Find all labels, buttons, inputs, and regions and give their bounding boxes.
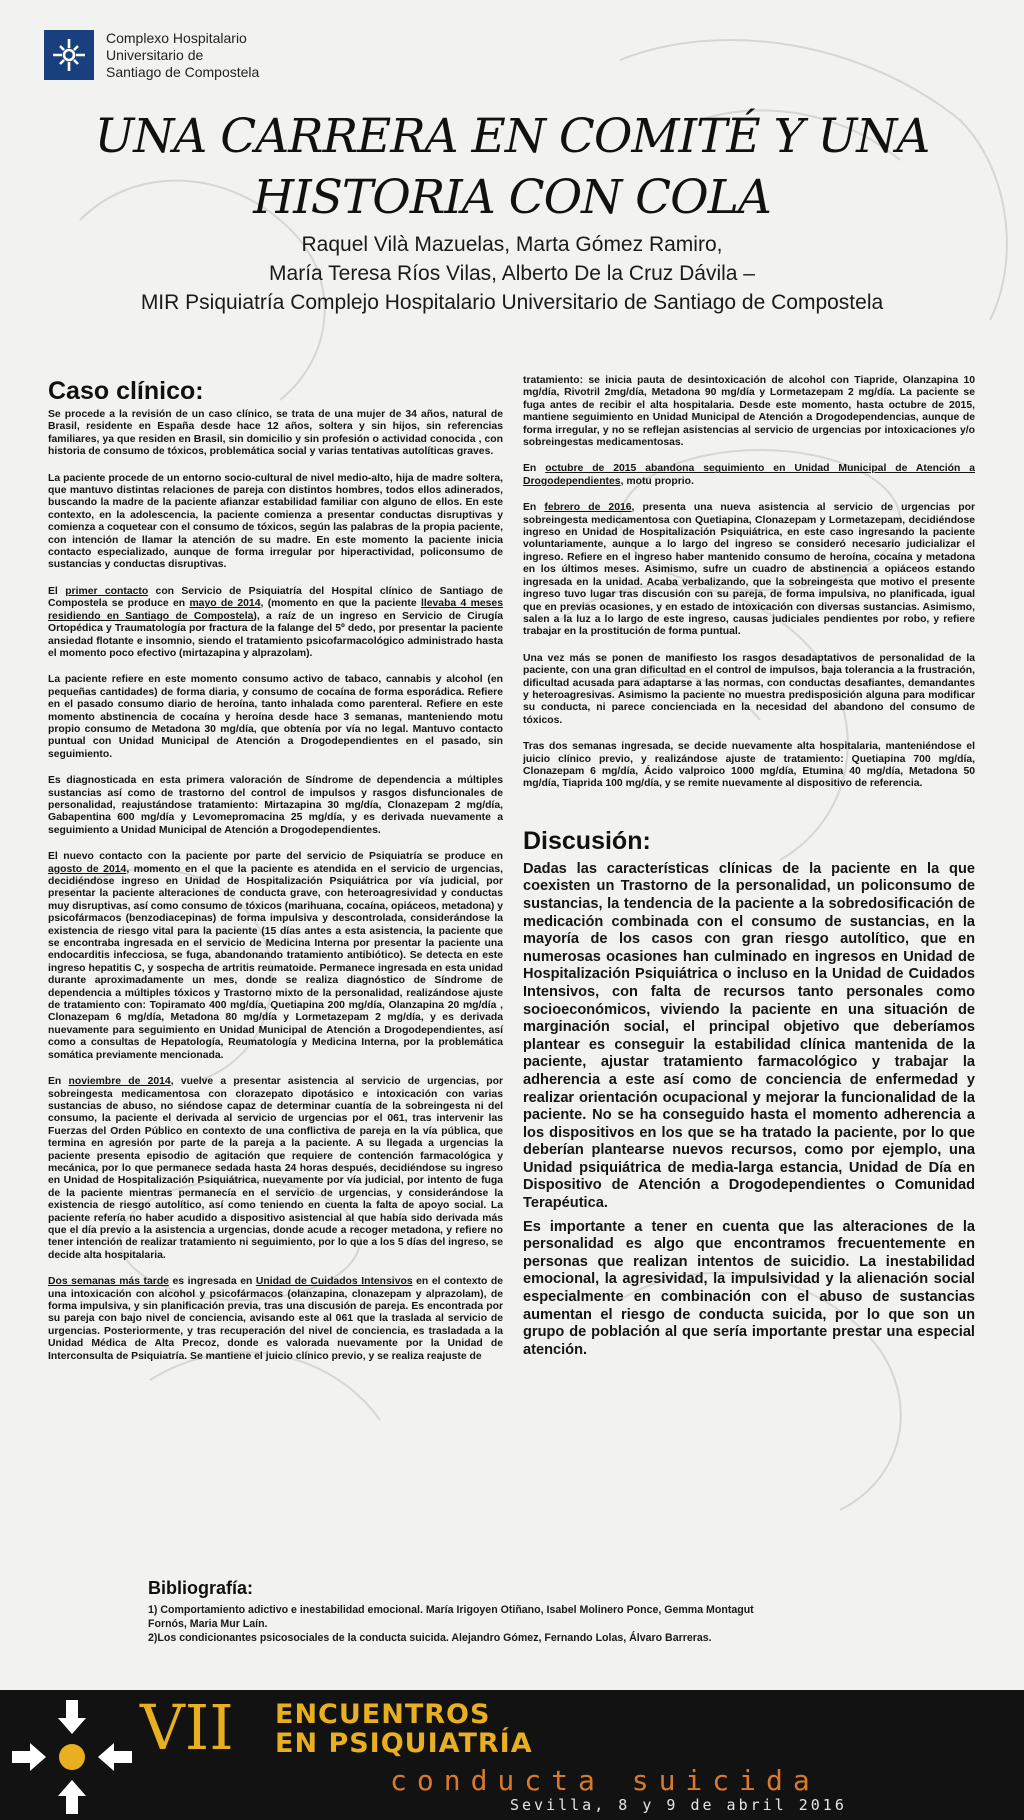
hospital-cross-logo-icon <box>44 30 94 80</box>
case-paragraph: Tras dos semanas ingresada, se decide nuevamente alta hospitalaria, manteniéndose el juicio clínico previo, y realizándose ajuste de tratamiento: Quetiapina 700 mg/día, Clonazepam 6 mg/día, Ácido valproico 1000 mg/día, Etumina 40 mg/día, Metadona 50 mg/día, Tiaprida 100 mg/día, y se remite nuevamente al dispositivo de referencia. <box>523 741 975 790</box>
case-paragraph: Es diagnosticada en esta primera valoración de Síndrome de dependencia a múltiples sustancias así como de trastorno del control de impulsos y rasgos disfuncionales de personalidad, reajustándose tratamiento: Mirtazapina 30 mg/día, Clonazepam 2 mg/día, Gabapentina 600 mg/día y Levomepromacina 25 mg/día, y es derivada nuevamente a seguimiento a Unidad Municipal de Atención a Drogodependientes. <box>48 775 503 836</box>
authors-line: Raquel Vilà Mazuelas, Marta Gómez Ramiro, <box>301 233 723 256</box>
bibliography <box>148 1578 788 1645</box>
arrows-converging-logo-icon <box>6 1690 136 1820</box>
event-name: ENCUENTROS EN PSIQUIATRÍA <box>275 1699 533 1759</box>
left-column <box>48 375 503 1377</box>
institution-header <box>44 30 259 81</box>
case-paragraph: Se procede a la revisión de un caso clínico, se trata de una mujer de 34 años, natural de Brasil, residente en España desde hace 12 años, soltera y sin hijos, sin referencias familiares, ya que residen en Brasil, sin domicilio y sin profesión o actividad conocida , con historia de consumo de tóxicos, problemática social y varias tentativas autolíticas graves. <box>48 409 503 458</box>
bibliography-heading: Bibliografía: <box>148 1578 254 1598</box>
bibliography-reference: 2)Los condicionantes psicosociales de la conducta suicida. Alejandro Gómez, Fernando Lolas, Álvaro Barreras. <box>148 1632 712 1644</box>
bibliography-reference: 1) Comportamiento adictivo e inestabilidad emocional. María Irigoyen Otiñano, Isabel Molinero Ponce, Gemma Montagut Fornós, Maria Mur Laín. <box>148 1604 754 1630</box>
case-paragraph: En noviembre de 2014, vuelve a presentar asistencia al servicio de urgencias, por sobreingesta medicamentosa con clorazepato dipotásico e intoxicación con varias sustancias de abuso, no siéndose capaz de determinar cuantía de la sobreingesta ni del consumo, la paciente el derivada al servicio de urgencias por el 061, tras intervenir las Fuerzas del Orden Público en contexto de una conflictiva de pareja en la vía pública, que termina en agresión por parte de la pareja a la paciente. A su llegada a urgencias la paciente presenta episodio de agitación que requiere de contención farmacológica y mecánica, por lo que permanece sedada hasta 24 horas después, decidiéndose su ingreso en Unidad de Hospitalización Psiquiátrica, nuevamente por vía judicial, por intento de fuga de la paciente mientras permanecía en el servicio de urgencias, y considerándose la existencia de riesgo autolítico, así como teniendo en cuenta la falta de apoyo social. La paciente refería no haber acudido a dispositivo asistencial al que había sido derivada más que el día previo a la asistencia a urgencias, donde acude a recoger metadona, y refiere no tener intención de realizar tratamiento ni seguimiento, por lo que a los 5 días del ingreso, se decide alta hospitalaria. <box>48 1076 504 1261</box>
case-paragraph: El primer contacto con Servicio de Psiquiatría del Hospital clínico de Santiago de Compostela se produce en mayo de 2014, (momento en que la paciente llevaba 4 meses residiendo en Santiago de Compostela), a raíz de un ingreso en Servicio de Cirugía Ortopédica y Traumatología por fractura de la falange del 5º dedo, por presentar la paciente ansiedad flotante e insomnio, siendo el tratamiento psicofarmacológico administrado hasta el momento poco efectivo (mirtazapina y alprazolam). <box>48 585 503 659</box>
discussion-paragraph: Dadas las características clínicas de la paciente en la que coexisten un Trastorno de la personalidad, un policonsumo de sustancias, la tendencia de la paciente a la sobredosificación de medicación combinada con el consumo de sustancias, en la mayoría de los casos con gran riesgo autolítico, que en numerosas ocasiones han culminado en ingresos en Unidad de Hospitalización Psiquiátrica o incluso en la Unidad de Cuidados Intensivos, con falta de recursos tanto personales como socioeconómicos, viviendo la paciente en una situación de marginación social, el principal objetivo que deberíamos plantear es conseguir la estabilidad clínica mantenida de la paciente, ajustar tratamiento farmacológico y trabajar la adherencia a este así como de conciencia de enfermedad y realizar orientación ocupacional y mejorar la funcionalidad de la paciente. No se ha conseguido hasta el momento adherencia a los dispositivos en los que se ha tratado la paciente, por lo que deberían plantearse nuevos recursos, como por ejemplo, una Unidad psiquiátrica de media-larga estancia, Unidad de Día en Dispositivo de Atención a Drogodependientes o Comunidad Terapéutica. <box>523 860 975 1212</box>
case-paragraph: Una vez más se ponen de manifiesto los rasgos desadaptativos de personalidad de la paciente, con una gran dificultad en el control de impulsos, baja tolerancia a la frustración, dificultad acusada para adaptarse a las normas, con conductas desafiantes, demandantes y heteroagresivas. Asimismo la paciente no muestra predisposición alguna para modificar su conducta, ni parece concienciada en la necesidad del abandono del consumo de tóxicos. <box>523 652 975 726</box>
case-paragraph: tratamiento: se inicia pauta de desintoxicación de alcohol con Tiapride, Olanzapina 10 mg/día, Rivotril 2mg/día, Metadona 90 mg/día y Lormetazepam 2 mg/día. La paciente se fuga antes de recibir el alta hospitalaria. Desde este momento, hasta octubre de 2015, mantiene seguimiento en Unidad Municipal de Atención a Drogodependencias, aunque de forma irregular, y no se reflejan asistencias al servicio de urgencias por intoxicaciones y/o sobreingestas medicamentosas. <box>523 375 975 449</box>
case-paragraph: La paciente procede de un entorno socio-cultural de nivel medio-alto, hija de madre soltera, que mantuvo distintas relaciones de pareja con distintos hombres, todos ellos adinerados, buscando la madre de la paciente afianzar estabilidad familiar con alguno de ellos. En este contexto, en la adolescencia, la paciente comienza a presentar conductas disruptivas y comienza a coquetear con el consumo de tóxicos, según las palabras de la propia paciente, con intención de llamar la atención de su madre. En este momento la paciente inicia contacto especializado, aunque de forma irregular por hiperactividad, policonsumo de sustancias y conductas disruptivas. <box>48 472 503 571</box>
case-paragraph: En octubre de 2015 abandona seguimiento en Unidad Municipal de Atención a Drogodependientes, motu proprio. <box>523 463 976 487</box>
case-paragraph: En febrero de 2016, presenta una nueva asistencia al servicio de urgencias por sobreingesta medicamentosa con Quetiapina, Clonazepam y Lormetazepam, decidiéndose ingreso en Unidad de Hospitalización Psiquiátrica, en este caso ingresando la paciente voluntariamente, aunque a lo largo del ingreso se consideró necesario judicializar el ingreso. Refiere en el ingreso haber mantenido consumo de heroína, cocaína y metadona en los últimos meses. Asimismo, sufre un cuadro de abstinencia a opiáceos estando ingresada en la unidad. Acaba verbalizando, que la sobreingesta que motivo el presente ingreso tuvo lugar tras discusión con su pareja, de forma impulsiva, no planificada, igual que en previas ocasiones, y en estado de intoxicación con diversas sustancias. Asimismo, salen a la luz a lo largo de este ingreso, causas judiciales pendientes por robo, y refiere trabajar en la prostitución de forma puntual. <box>523 502 975 638</box>
right-column <box>523 375 975 1365</box>
poster-title: UNA CARRERA EN COMITÉ Y UNA HISTORIA CON COLA <box>94 109 930 225</box>
affiliation-line: MIR Psiquiatría Complejo Hospitalario Universitario de Santiago de Compostela <box>140 291 884 314</box>
discussion-paragraph: Es importante a tener en cuenta que las alteraciones de la personalidad es algo que encontramos frecuentemente en personas que realizan intentos de suicidio. La inestabilidad emocional, la agresividad, la impulsividad y la alienación social especialmente en combinación con el abuso de sustancias aumentan el riesgo de conducta suicida, por lo que son un grupo de población al que sería importante prestar una especial atención. <box>523 1218 975 1358</box>
case-paragraph: El nuevo contacto con la paciente por parte del servicio de Psiquiatría se produce en agosto de 2014, momento en el que la paciente es atendida en el servicio de urgencias, decidiéndose ingreso en Unidad de Hospitalización Psiquiátrica por vía judicial, por presentar la paciente alteraciones de conducta grave, con heteroagresividad y conductas muy disruptivas, así como consumo de tóxicos (marihuana, cocaína, opiáceos, metadona) y psicofármacos (benzodiacepinas) de forma impulsiva y descontrolada, considerándose la existencia de riesgo vital para la paciente (15 días antes a esta asistencia, la paciente que se encontraba ingresada en el servicio de Medicina Interna por presentar la paciente una endocarditis infecciosa, se fuga, abandonando tratamiento antibiótico). Se detecta en este ingreso hepatitis C, y sospecha de artritis reumatoide. Permanece ingresada en esta unidad durante aproximadamente un mes, donde se realiza diagnóstico de Síndrome de dependencia a múltiples tóxicos y Trastorno mixto de la personalidad, realizándose ajuste de tratamiento con: Topiramato 400 mg/día, Quetiapina 200 mg/día, Olanzapina 20 mg/día , Clonazepam 6 mg/día, Metadona 80 mg/día y Lormetazepam 2 mg/día, y es derivada nuevamente para seguimiento en Unidad Municipal de Atención a Drogodependientes, así como a consultas de Hepatología, Reumatología y Medicina Interna, por la problemática somática previamente mencionada. <box>48 851 504 1061</box>
event-subtitle: conducta suicida <box>390 1764 820 1797</box>
event-footer <box>0 1690 1024 1820</box>
authors-line: María Teresa Ríos Vilas, Alberto De la Cruz Dávila – <box>269 262 755 285</box>
case-heading: Caso clínico: <box>48 377 204 405</box>
discussion-heading: Discusión: <box>523 826 651 855</box>
case-paragraph: Dos semanas más tarde es ingresada en Unidad de Cuidados Intensivos en el contexto de una intoxicación con alcohol y psicofármacos (olanzapina, clonazepam y alprazolam), de forma impulsiva, y sin planificación previa, tras una discusión de pareja. Es encontrada por su pareja con bajo nivel de conciencia, avisando este al 061 que la traslada al servicio de urgencias. Posteriormente, y tras recuperación del nivel de conciencia, es trasladada a la Unidad Médica de Alta Precoz, donde es valorada nuevamente por la Unidad de Interconsulta de Psiquiatría. Se mantiene el juicio clínico previo, y se realiza reajuste de <box>48 1276 503 1362</box>
case-paragraph: La paciente refiere en este momento consumo activo de tabaco, cannabis y alcohol (en pequeñas cantidades) de forma diaria, y consumo de cocaína de forma esporádica. Refiere en el pasado consumo diario de heroína, tanto inhalada como parenteral. Refiere en este momento abstinencia de cocaína y heroína desde hace 3 semanas, manteniendo motu propio consumo de Metadona 30 mg/día, que obtenía por vía no legal. Mantuvo contacto puntual con Unidad Municipal de Atención a Drogodependientes en el pasado, sin seguimiento. <box>48 674 503 760</box>
edition-numeral: VII <box>140 1691 234 1764</box>
institution-name: Complexo Hospitalario Universitario de Santiago de Compostela <box>106 30 260 80</box>
authors-block <box>40 230 984 317</box>
event-date: Sevilla, 8 y 9 de abril 2016 <box>510 1796 847 1814</box>
